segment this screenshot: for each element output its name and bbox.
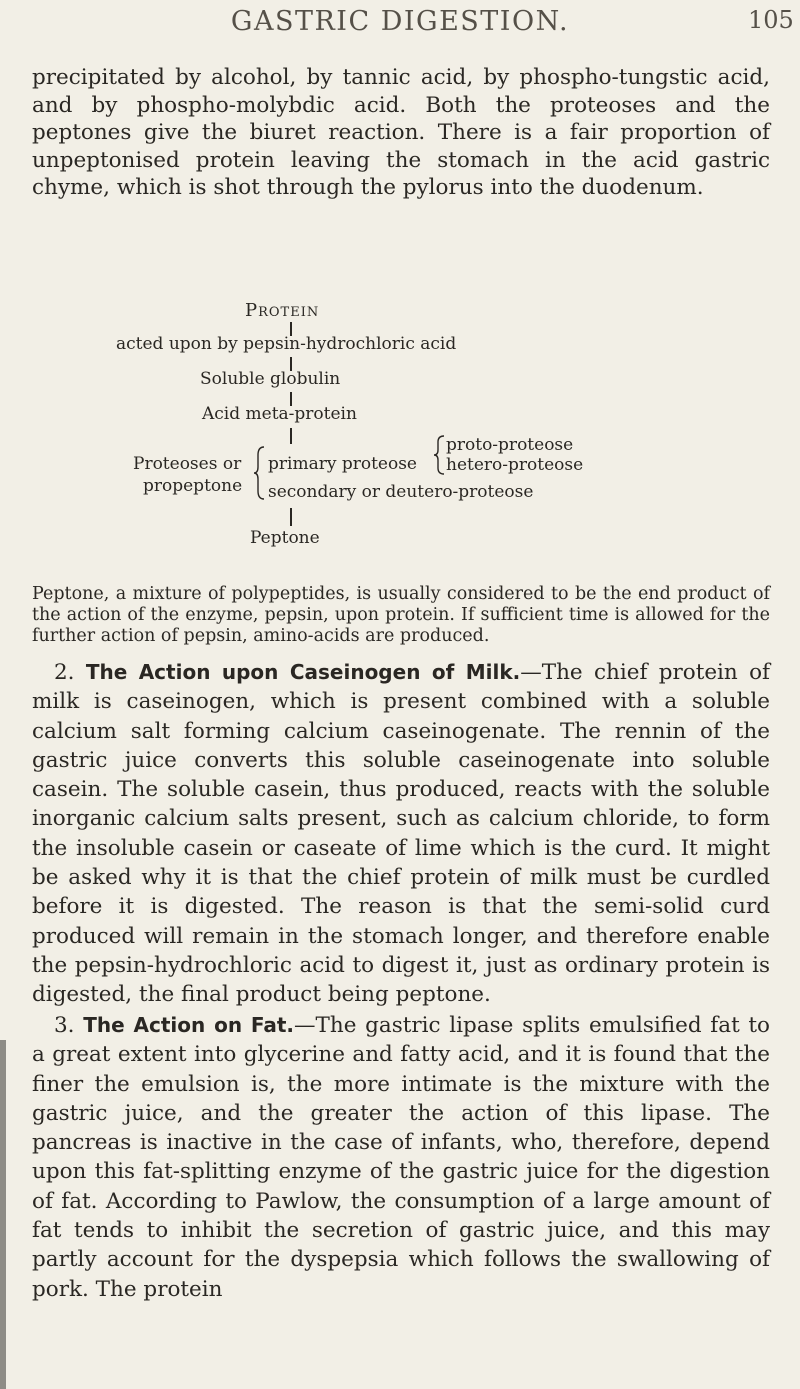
diagram-proto-proteose: proto-proteose: [446, 435, 574, 455]
section-heading: The Action upon Caseinogen of Milk.: [85, 660, 521, 684]
section-number: 3.: [54, 1013, 75, 1038]
section-number: 2.: [54, 660, 75, 685]
diagram-peptone: Peptone: [250, 528, 320, 548]
running-header: GASTRIC DIGESTION.: [230, 6, 570, 37]
left-brace: [254, 445, 266, 501]
protein-digestion-diagram: [0, 0, 800, 640]
diagram-secondary-proteose: secondary or deutero-proteose: [268, 482, 534, 502]
intro-paragraph: precipitated by alcohol, by tannic acid, by phospho-tungstic acid, and by phospho-molybdic acid. Both the proteoses and the peptones give the biuret reaction. There is a fair proportion of unpeptonised protein leaving the stomach in the acid gastric chyme, which is shot through the pylorus into the duodenum.: [32, 65, 770, 200]
diagram-title: Protein: [245, 300, 320, 321]
page-edge-shadow: [0, 1040, 6, 1389]
section-caseinogen: [32, 658, 770, 1010]
right-brace: [434, 435, 446, 475]
section-body: —The gastric lipase splits emulsified fat to a great extent into glycerine and fatty acid, and it is found that the finer the emulsion is, the more intimate is the mixture with the gastric juice, and the greater the action of this lipase. The pancreas is inactive in the case of infants, who, therefore, depend upon this fat-splitting enzyme of the gastric juice for the digestion of fat. According to Pawlow, the consumption of a large amount of fat tends to inhibit the secretion of gastric juice, and this may partly account for the dyspepsia which follows the swallowing of pork. The protein: [32, 1013, 771, 1302]
diagram-proteoses-label: Proteoses or: [133, 454, 242, 474]
section-fat: [32, 1011, 770, 1304]
diagram-step-metaprotein: Acid meta-protein: [202, 404, 357, 424]
diagram-primary-proteose: primary proteose: [268, 454, 417, 474]
connector-line: [290, 508, 292, 526]
diagram-hetero-proteose: hetero-proteose: [446, 455, 584, 475]
diagram-step-globulin: Soluble globulin: [200, 369, 341, 389]
peptone-note: Peptone, a mixture of polypeptides, is usually considered to be the end product of the action of the enzyme, pepsin, upon protein. If sufficient time is allowed for the further action of pepsin, amino-acids are produced.: [32, 584, 770, 646]
diagram-step-pepsin: acted upon by pepsin-hydrochloric acid: [116, 334, 457, 354]
section-body: —The chief protein of milk is caseinogen, which is present combined with a soluble calcium salt forming calcium caseinogenate. The rennin of the gastric juice converts this soluble caseinogenate into soluble casein. The soluble casein, thus produced, reacts with the soluble inorganic calcium salts present, such as calcium chloride, to form the insoluble casein or caseate of lime which is the curd. It might be asked why it is that the chief protein of milk must be curdled before it is digested. The reason is that the semi-solid curd produced will remain in the stomach longer, and therefore enable the pepsin-hydrochloric acid to digest it, just as ordinary protein is digested, the final product being peptone.: [32, 660, 770, 1008]
section-heading: The Action on Fat.: [83, 1013, 295, 1037]
page-number: 105: [748, 6, 794, 34]
diagram-propeptone-label: propeptone: [143, 476, 243, 496]
connector-line: [290, 428, 292, 444]
